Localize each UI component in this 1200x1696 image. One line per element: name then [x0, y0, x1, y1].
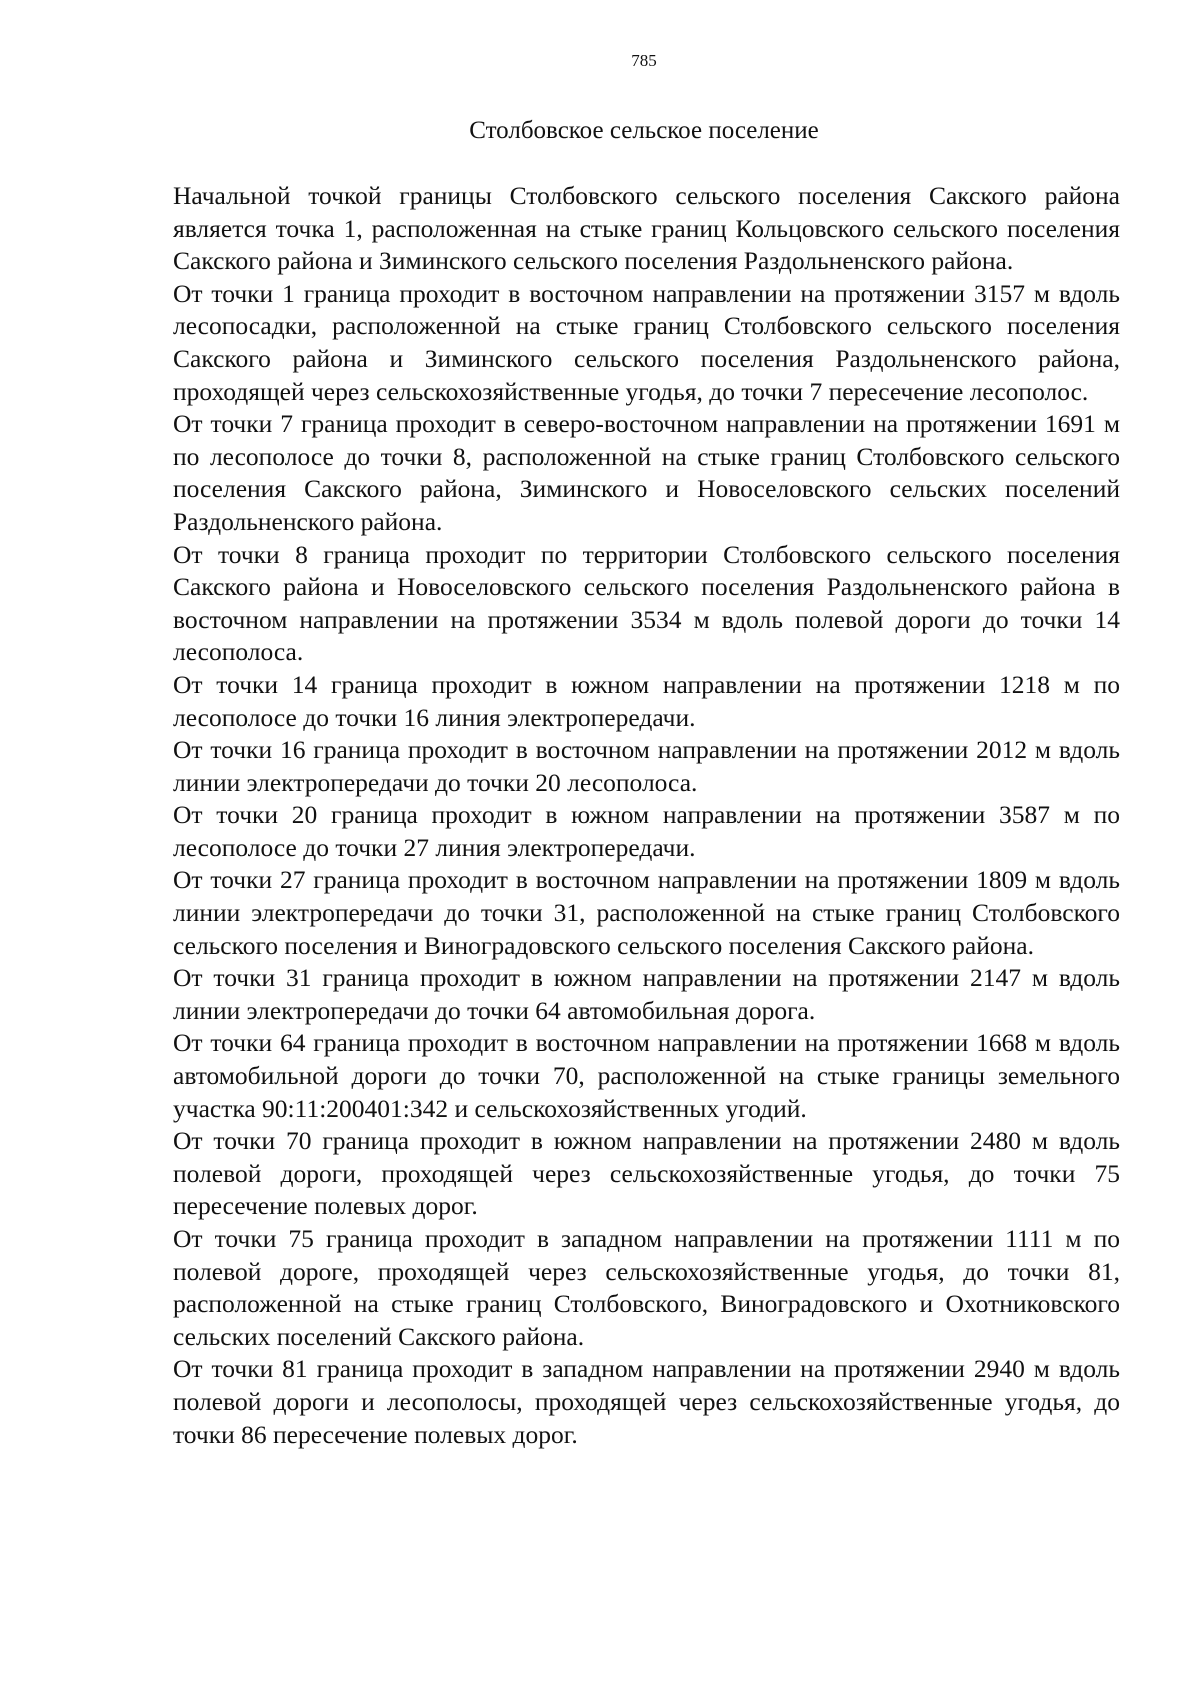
paragraph: От точки 1 граница проходит в восточном направлении на протяжении 3157 м вдоль лесопосадки, расположенной на стыке границ Столбовского сельского поселения Сакского района и Зиминского сельского поселения Раздольненского района, проходящей через сельскохозяйственные угодья, до точки 7 пересечение лесополос. — [173, 278, 1120, 406]
paragraph: От точки 8 граница проходит по территории Столбовского сельского поселения Сакского района и Новоселовского сельского поселения Раздольненского района в восточном направлении на протяжении 3534 м вдоль полевой дороги до точки 14 лесополоса. — [173, 539, 1120, 667]
paragraph: От точки 31 граница проходит в южном направлении на протяжении 2147 м вдоль линии электропередачи до точки 64 автомобильная дорога. — [173, 963, 1120, 1025]
paragraph: От точки 20 граница проходит в южном направлении на протяжении 3587 м по лесополосе до точки 27 линия электропередачи. — [173, 800, 1120, 862]
paragraph: От точки 70 граница проходит в южном направлении на протяжении 2480 м вдоль полевой дороги, проходящей через сельскохозяйственные угодья, до точки 75 пересечение полевых дорог. — [173, 1126, 1120, 1221]
paragraph: От точки 81 граница проходит в западном направлении на протяжении 2940 м вдоль полевой дороги и лесополосы, проходящей через сельскохозяйственные угодья, до точки 86 пересечение полевых дорог. — [173, 1354, 1120, 1449]
paragraph: От точки 16 граница проходит в восточном направлении на протяжении 2012 м вдоль линии электропередачи до точки 20 лесополоса. — [173, 735, 1120, 797]
paragraph: От точки 14 граница проходит в южном направлении на протяжении 1218 м по лесополосе до точки 16 линия электропередачи. — [173, 669, 1120, 732]
paragraph: От точки 75 граница проходит в западном направлении на протяжении 1111 м по полевой дороге, проходящей через сельскохозяйственные угодья, до точки 81, расположенной на стыке границ Столбовского, Виноградовского и Охотниковского сельских поселений Сакского района. — [173, 1224, 1120, 1351]
page-number: 785 — [631, 51, 657, 70]
document-body — [173, 180, 1120, 1451]
paragraph: От точки 27 граница проходит в восточном направлении на протяжении 1809 м вдоль линии электропередачи до точки 31, расположенной на стыке границ Столбовского сельского поселения и Виноградовского сельского поселения Сакского района. — [173, 865, 1120, 960]
section-title: Столбовское сельское поселение — [469, 117, 819, 144]
paragraph: От точки 7 граница проходит в северо-восточном направлении на протяжении 1691 м по лесополосе до точки 8, расположенной на стыке границ Столбовского сельского поселения Сакского района, Зиминского и Новоселовского сельских поселений Раздольненского района. — [173, 409, 1120, 536]
paragraph: Начальной точкой границы Столбовского сельского поселения Сакского района является точка 1, расположенная на стыке границ Кольцовского сельского поселения Сакского района и Зиминского сельского поселения Раздольненского района. — [173, 181, 1120, 276]
paragraph: От точки 64 граница проходит в восточном направлении на протяжении 1668 м вдоль автомобильной дороги до точки 70, расположенной на стыке границы земельного участка 90:11:200401:342 и сельскохозяйственных угодий. — [173, 1028, 1120, 1123]
